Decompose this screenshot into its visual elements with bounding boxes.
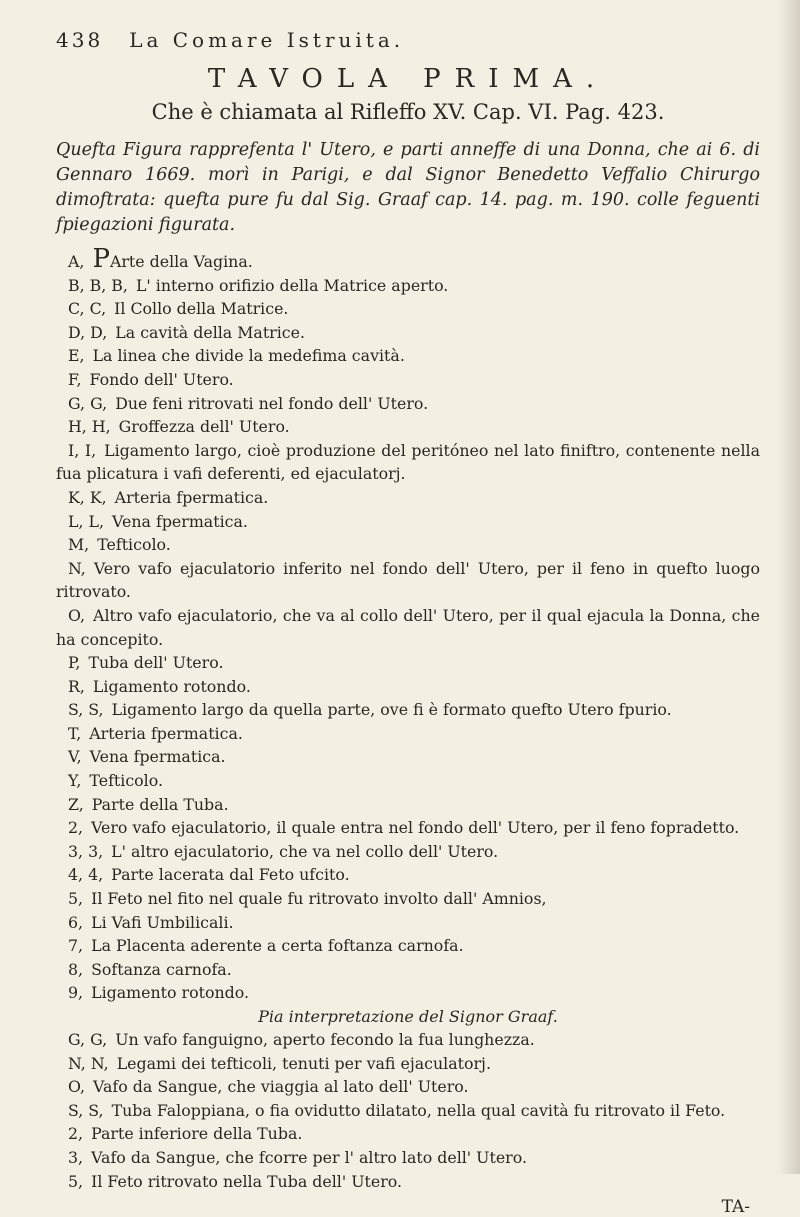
legend-text: Ligamento rotondo. xyxy=(91,983,249,1003)
legend-item xyxy=(56,769,760,793)
legend-key: 7, xyxy=(68,936,84,956)
legend-item xyxy=(56,415,760,439)
legend-item xyxy=(56,321,760,345)
running-title: La Comare Istruita. xyxy=(129,28,405,52)
legend-item xyxy=(56,368,760,392)
legend-key: P, xyxy=(68,653,81,673)
legend-text: Il Feto ritrovato nella Tuba dell' Utero. xyxy=(91,1171,403,1191)
legend-text: Parte lacerata dal Feto ufcito. xyxy=(111,865,350,885)
legend-text: Softanza carnofa. xyxy=(91,959,232,979)
legend-key: 2, xyxy=(68,1124,84,1144)
plate-title: TAVOLA PRIMA. xyxy=(207,64,609,94)
legend-item xyxy=(56,863,760,887)
legend-item xyxy=(56,651,760,675)
legend-key: C, C, xyxy=(68,299,107,319)
legend-item xyxy=(56,675,760,699)
legend-text: Vafo da Sangue, che viaggia al lato dell' Utero. xyxy=(93,1077,469,1097)
intro-paragraph: Quefta Figura rapprefenta l' Utero, e parti anneffe di una Donna, che ai 6. di Gennaro 1669. morì in Parigi, e dal Signor Benedetto Veffalio Chirurgo dimoftrata: quefta pure fu dal Sig. Graaf cap. 14. pag. m. 190. colle feguenti fpiegazioni figurata. xyxy=(56,140,760,235)
legend-key: 3, xyxy=(68,1147,84,1167)
legend-text: Arteria fpermatica. xyxy=(114,487,269,507)
legend-key: F, xyxy=(68,369,82,389)
legend-item xyxy=(56,604,760,651)
legend-key: 4, 4, xyxy=(68,865,104,885)
legend-key: 9, xyxy=(68,983,84,1003)
legend-item xyxy=(56,816,760,840)
running-head xyxy=(56,28,760,52)
legend-key: 5, xyxy=(68,1171,84,1191)
legend-item xyxy=(56,981,760,1005)
legend-item xyxy=(56,244,760,274)
legend-key: K, K, xyxy=(68,487,107,507)
legend-key: M, xyxy=(68,535,90,555)
legend-key: B, B, B, xyxy=(68,275,128,295)
legend-key: N, xyxy=(68,558,86,578)
legend-item xyxy=(56,934,760,958)
legend-text: La cavità della Matrice. xyxy=(115,322,306,342)
legend-item xyxy=(56,722,760,746)
plate-subtitle: Che è chiamata al Rifleffo XV. Cap. VI. Pag. 423. xyxy=(151,100,665,124)
legend-text: Ligamento rotondo. xyxy=(92,676,251,696)
legend-text: Ligamento largo da quella parte, ove fi è formato quefto Utero fpurio. xyxy=(111,700,672,720)
legend-key: 6, xyxy=(68,912,84,932)
legend-key: H, H, xyxy=(68,417,111,437)
legend-text: Legami dei tefticoli, tenuti per vafi ejaculatorj. xyxy=(116,1053,491,1073)
legend-item xyxy=(56,698,760,722)
legend-text: Altro vafo ejaculatorio, che va al collo dell' Utero, per il qual ejacula la Donna, che ha concepito. xyxy=(56,605,760,649)
legend-key: O, xyxy=(68,1077,86,1097)
legend-text: Parte inferiore della Tuba. xyxy=(91,1124,303,1144)
legend-text: Parte della Tuba. xyxy=(91,794,229,814)
legend-text: Vero vafo ejaculatorio, il quale entra nel fondo dell' Utero, per il feno fopradetto. xyxy=(91,818,740,838)
legend-text: Vafo da Sangue, che fcorre per l' altro lato dell' Utero. xyxy=(91,1147,527,1167)
legend-item xyxy=(56,911,760,935)
legend-text: Tefticolo. xyxy=(97,535,171,555)
legend-key: D, D, xyxy=(68,322,108,342)
graaf-heading: Pia interpretazione del Signor Graaf. xyxy=(258,1007,558,1026)
legend-text: Il Collo della Matrice. xyxy=(114,299,289,319)
legend-text: Fondo dell' Utero. xyxy=(89,369,234,389)
graaf-item xyxy=(56,1122,760,1146)
legend-text: Arteria fpermatica. xyxy=(89,723,243,743)
graaf-item xyxy=(56,1146,760,1170)
legend-key: Y, xyxy=(68,771,82,791)
legend-item xyxy=(56,958,760,982)
graaf-item xyxy=(56,1170,760,1194)
legend-key: G, G, xyxy=(68,393,108,413)
legend-text: Vena fpermatica. xyxy=(89,747,226,767)
legend-key: T, xyxy=(68,723,82,743)
graaf-item xyxy=(56,1052,760,1076)
graaf-item xyxy=(56,1028,760,1052)
legend-item xyxy=(56,439,760,486)
legend-item xyxy=(56,840,760,864)
legend-text: Tuba dell' Utero. xyxy=(88,653,224,673)
graaf-item xyxy=(56,1099,760,1123)
legend-item xyxy=(56,745,760,769)
page-number: 438 xyxy=(56,28,104,52)
legend-item xyxy=(56,557,760,604)
legend-item xyxy=(56,887,760,911)
legend-text: Vena fpermatica. xyxy=(112,511,248,531)
legend-key: L, L, xyxy=(68,511,105,531)
legend-item xyxy=(56,297,760,321)
legend-item xyxy=(56,274,760,298)
catchword: TA- xyxy=(721,1197,750,1217)
legend-key: R, xyxy=(68,676,85,696)
legend-item xyxy=(56,533,760,557)
legend-text: L' altro ejaculatorio, che va nel collo dell' Utero. xyxy=(111,841,499,861)
legend-item xyxy=(56,486,760,510)
legend-item xyxy=(56,510,760,534)
legend-text: Il Feto nel fito nel quale fu ritrovato involto dall' Amnios, xyxy=(91,889,547,909)
legend-key: 5, xyxy=(68,889,84,909)
legend-key: N, N, xyxy=(68,1053,109,1073)
legend-item xyxy=(56,793,760,817)
legend-key: 3, 3, xyxy=(68,841,104,861)
legend-text: Groffezza dell' Utero. xyxy=(118,417,290,437)
legend-text: Ligamento largo, cioè produzione del peritóneo nel lato finiftro, contenente nella fua plicatura i vafi deferenti, ed ejaculatorj. xyxy=(56,440,760,484)
legend-key: O, xyxy=(68,605,86,625)
legend-text: Due feni ritrovati nel fondo dell' Utero. xyxy=(115,393,429,413)
legend-text: Tuba Faloppiana, o fia ovidutto dilatato, nella qual cavità fu ritrovato il Feto. xyxy=(111,1100,726,1120)
legend-key: V, xyxy=(68,747,82,767)
drop-cap: P xyxy=(92,244,110,274)
legend-text: La linea che divide la medefima cavità. xyxy=(92,346,405,366)
graaf-item xyxy=(56,1075,760,1099)
legend-key: I, I, xyxy=(68,440,97,460)
legend-item xyxy=(56,344,760,368)
legend-key: G, G, xyxy=(68,1030,108,1049)
legend-key: S, S, xyxy=(68,1100,104,1120)
legend-key: S, S, xyxy=(68,700,104,720)
legend-key: A, xyxy=(68,252,85,271)
legend-text: Li Vafi Umbilicali. xyxy=(91,912,234,932)
legend-item xyxy=(56,392,760,416)
legend-key: Z, xyxy=(68,794,84,814)
legend-text: L' interno orifizio della Matrice aperto. xyxy=(135,275,449,295)
legend-key: 2, xyxy=(68,818,84,838)
legend-key: 8, xyxy=(68,959,84,979)
legend xyxy=(56,244,760,1193)
legend-text: Un vafo fanguigno, aperto fecondo la fua lunghezza. xyxy=(115,1030,535,1049)
legend-text: Arte della Vagina. xyxy=(109,252,253,271)
legend-text: Vero vafo ejaculatorio inferito nel fondo dell' Utero, per il feno in quefto luogo ritrovato. xyxy=(56,558,760,602)
legend-key: E, xyxy=(68,346,85,366)
legend-text: Tefticolo. xyxy=(89,771,163,791)
legend-text: La Placenta aderente a certa foftanza carnofa. xyxy=(91,936,464,956)
